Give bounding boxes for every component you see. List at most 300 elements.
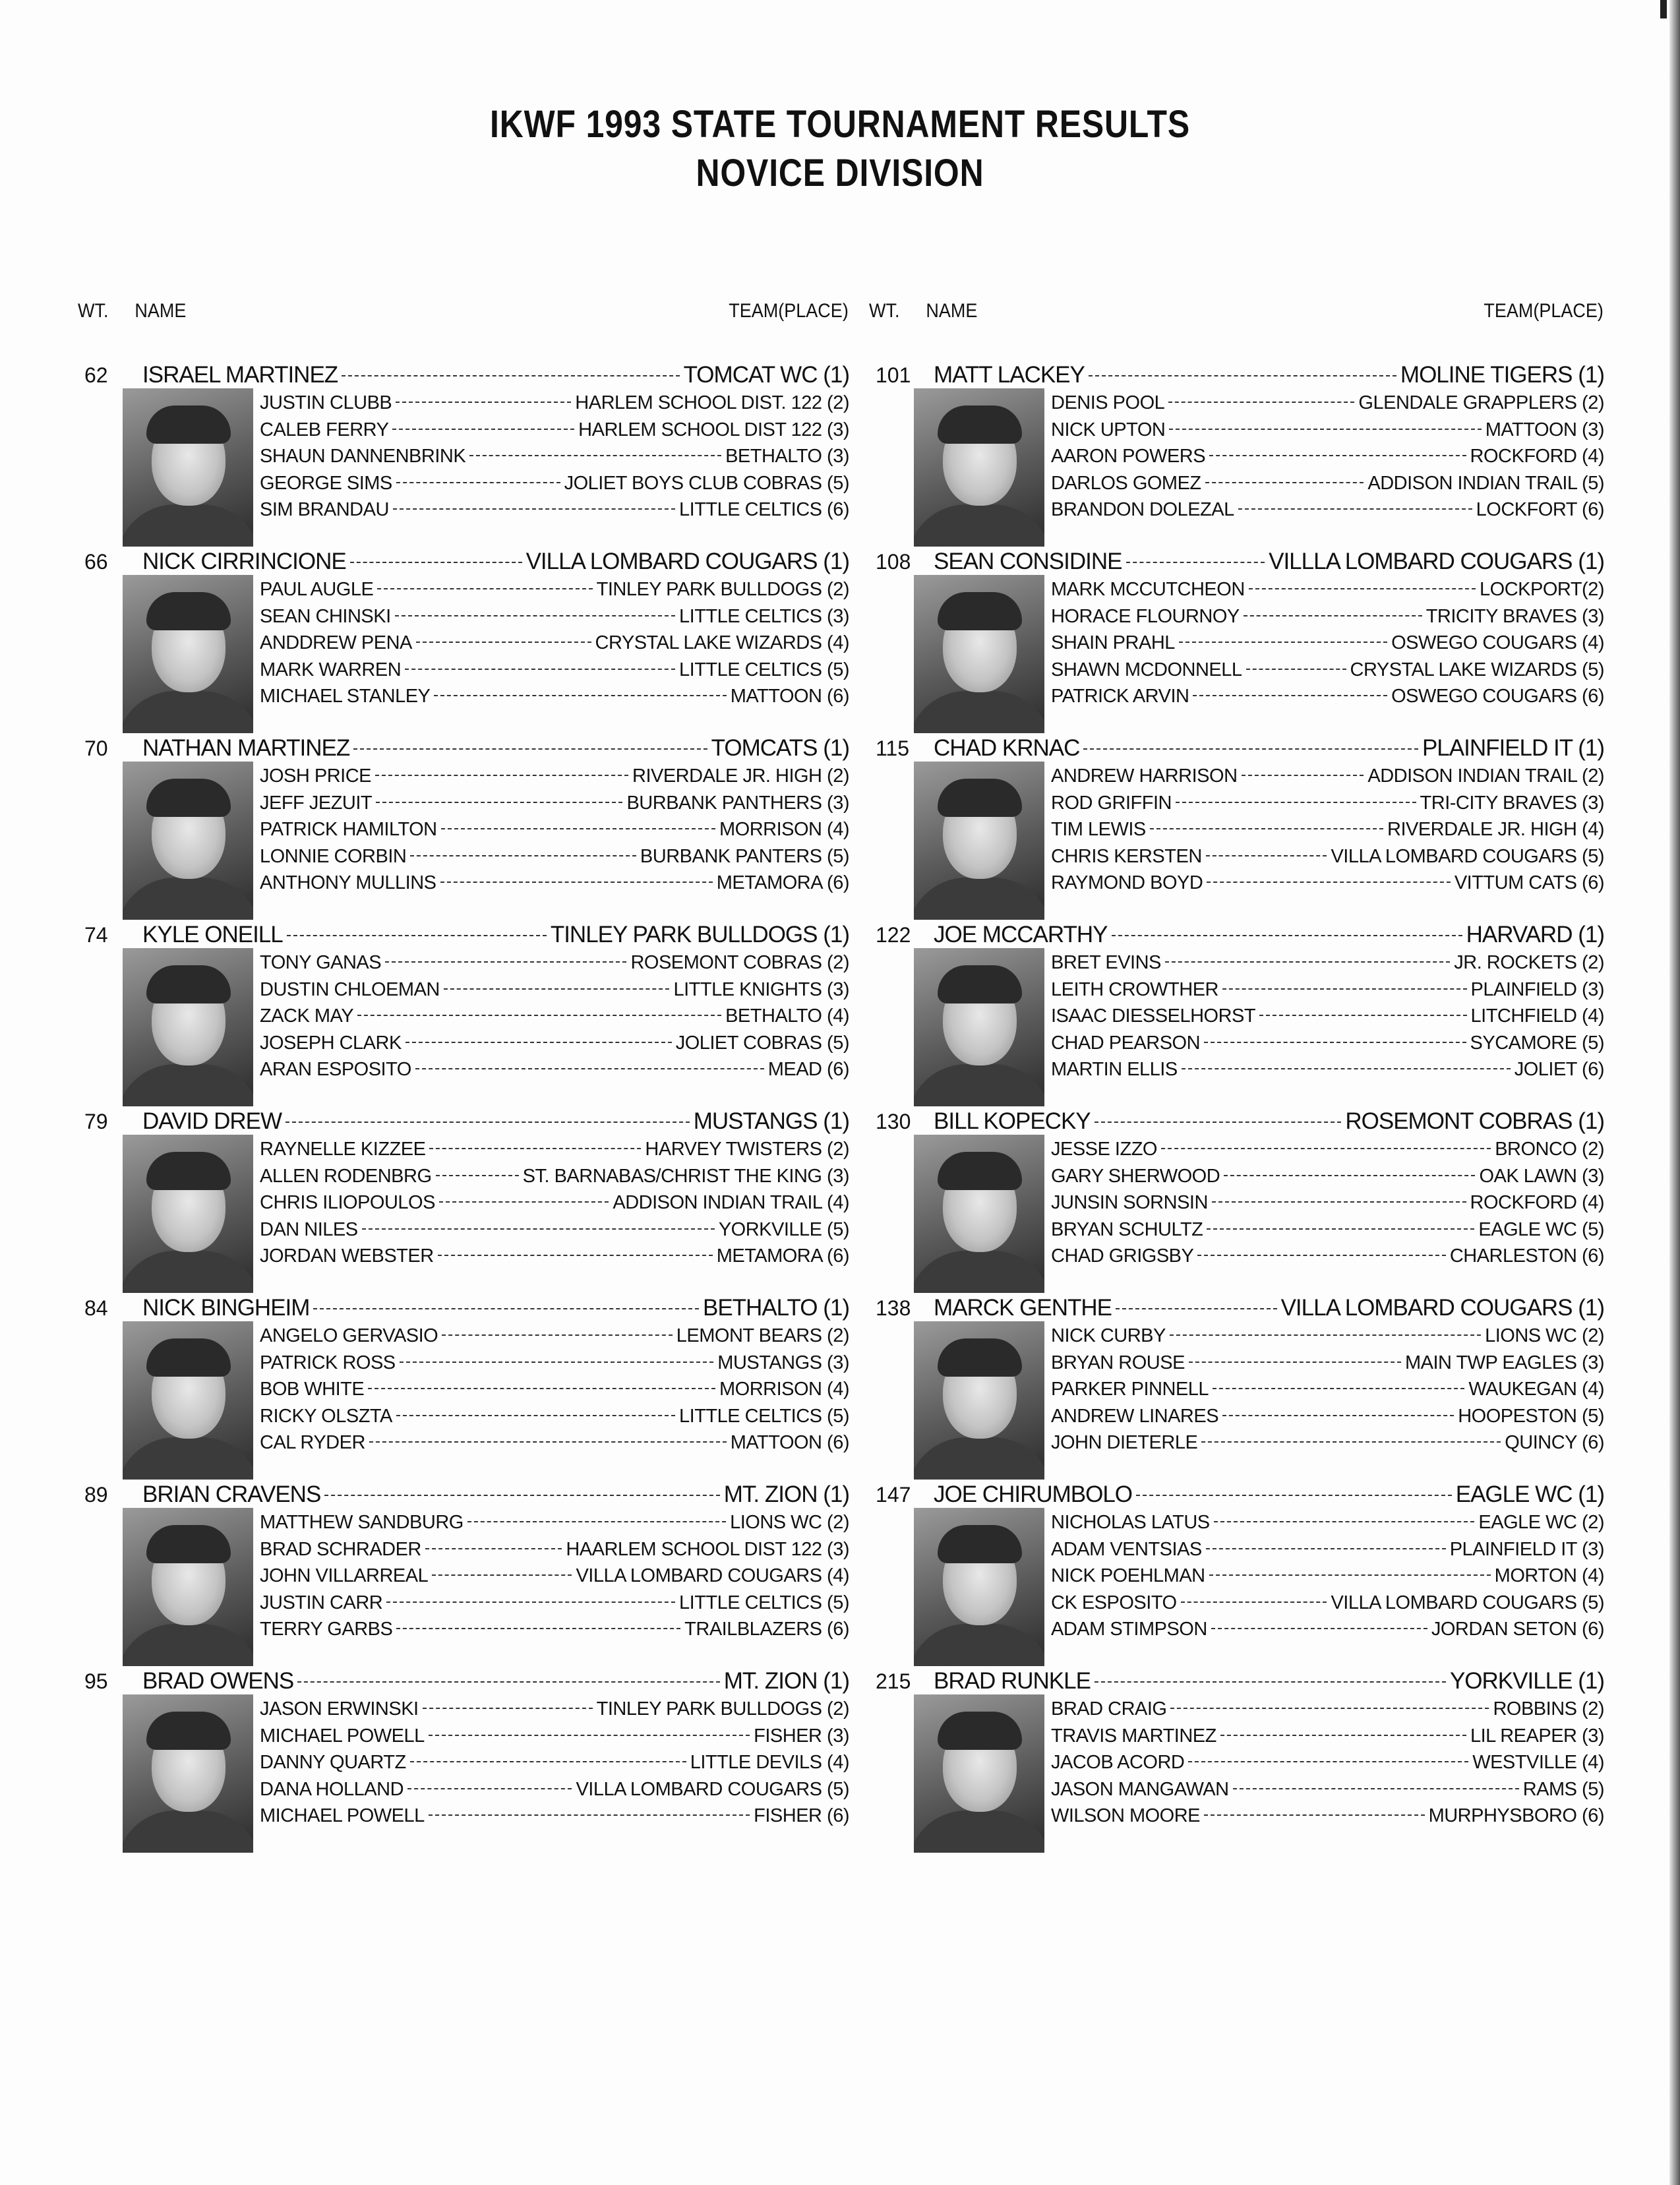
placers-list: [260, 763, 849, 897]
photo-hair: [938, 1152, 1022, 1190]
leader-dots: [1209, 1574, 1491, 1576]
placers-list: [1051, 390, 1604, 524]
placer-team: MEAD (6): [767, 1059, 849, 1080]
leader-dots: [1193, 695, 1387, 696]
placer-row: [260, 1136, 849, 1163]
placer-team: MATTOON (6): [730, 686, 849, 707]
placer-name: MARK MCCUTCHEON: [1051, 579, 1245, 600]
leader-dots: [1169, 429, 1481, 430]
placer-row: [1051, 1536, 1604, 1563]
placer-team: LOCKFORT (6): [1476, 499, 1604, 520]
placers-list: [260, 949, 849, 1083]
placer-row: [260, 1323, 849, 1350]
placer-name: ADAM VENTSIAS: [1051, 1538, 1202, 1560]
placer-name: MARK WARREN: [260, 659, 402, 680]
leader-dots: [1116, 1308, 1277, 1309]
results-column-right: [869, 300, 1604, 1826]
placer-row: [260, 1616, 849, 1643]
placer-team: PLAINFIELD IT (3): [1449, 1538, 1604, 1560]
placer-team: ADDISON INDIAN TRAIL (4): [613, 1192, 849, 1213]
champion-name: DAVID DREW: [142, 1108, 282, 1134]
leader-dots: [1206, 855, 1327, 856]
placer-name: JOHN DIETERLE: [1051, 1432, 1198, 1453]
weight-class: 89: [84, 1483, 108, 1507]
placer-row: [260, 390, 849, 417]
placer-name: BRYAN ROUSE: [1051, 1352, 1185, 1373]
placer-name: JOHN VILLARREAL: [260, 1565, 429, 1586]
placer-name: JUSTIN CLUBB: [260, 392, 392, 413]
placer-name: ARAN ESPOSITO: [260, 1059, 411, 1080]
leader-dots: [416, 642, 591, 643]
placer-row: [1051, 1509, 1604, 1536]
placer-row: [260, 576, 849, 603]
placer-row: [1051, 1696, 1604, 1723]
placer-team: LITTLE CELTICS (5): [679, 1405, 849, 1427]
placer-name: JUSTIN CARR: [260, 1592, 383, 1613]
leader-dots: [1204, 1042, 1466, 1043]
header-name: NAME: [135, 300, 187, 322]
leader-dots: [440, 882, 713, 883]
placer-name: LONNIE CORBIN: [260, 845, 407, 867]
weight-class: 79: [84, 1110, 108, 1133]
placer-row: [260, 1189, 849, 1216]
placer-row: [260, 1536, 849, 1563]
placer-team: SYCAMORE (5): [1470, 1032, 1604, 1054]
leader-dots: [469, 455, 721, 456]
placer-row: [1051, 1723, 1604, 1750]
wrestler-photo: [123, 575, 253, 733]
leader-dots: [1249, 588, 1476, 589]
leader-dots: [342, 375, 679, 376]
photo-hair: [938, 965, 1022, 1003]
column-header: [78, 300, 849, 333]
weight-class: 130: [876, 1110, 911, 1133]
leader-dots: [1204, 1814, 1425, 1816]
placer-row: [260, 1429, 849, 1456]
champion-name: MARCK GENTHE: [934, 1295, 1112, 1321]
placer-row: [260, 443, 849, 470]
leader-dots: [285, 1122, 690, 1123]
placer-name: ZACK MAY: [260, 1005, 354, 1027]
placer-row: [1051, 1616, 1604, 1643]
placer-row: [1051, 1243, 1604, 1270]
placer-row: [260, 1350, 849, 1377]
header-team: TEAM(PLACE): [729, 300, 849, 322]
placer-team: VILLA LOMBARD COUGARS (5): [1331, 845, 1604, 867]
champion-team: MOLINE TIGERS (1): [1400, 362, 1604, 388]
placer-team: WESTVILLE (4): [1472, 1752, 1604, 1773]
leader-dots: [423, 1708, 593, 1709]
weight-class: 62: [84, 363, 108, 387]
header-name: NAME: [926, 300, 978, 322]
placer-name: ANDREW HARRISON: [1051, 765, 1238, 787]
leader-dots: [362, 1228, 715, 1230]
placer-name: CHAD GRIGSBY: [1051, 1245, 1194, 1267]
leader-dots: [441, 828, 715, 829]
leader-dots: [407, 1788, 572, 1789]
weight-class-block: [78, 1110, 849, 1294]
placer-team: CHARLESTON (6): [1449, 1245, 1604, 1267]
leader-dots: [1197, 1255, 1445, 1256]
placer-row: [260, 1163, 849, 1190]
champion-team: ROSEMONT COBRAS (1): [1345, 1108, 1604, 1134]
placer-row: [1051, 1003, 1604, 1030]
leader-dots: [1233, 1788, 1519, 1789]
placer-name: RAYMOND BOYD: [1051, 872, 1203, 893]
placer-row: [260, 1003, 849, 1030]
placer-name: ISAAC DIESSELHORST: [1051, 1005, 1256, 1027]
placer-team: HAARLEM SCHOOL DIST 122 (3): [566, 1538, 849, 1560]
leader-dots: [1214, 1521, 1475, 1522]
placer-team: LITTLE CELTICS (5): [679, 659, 849, 680]
champion-team: TOMCAT WC (1): [683, 362, 849, 388]
placer-name: CAL RYDER: [260, 1432, 365, 1453]
placer-name: PATRICK HAMILTON: [260, 819, 437, 840]
placer-name: RAYNELLE KIZZEE: [260, 1139, 426, 1160]
placer-team: ROCKFORD (4): [1470, 446, 1604, 467]
placer-team: JORDAN SETON (6): [1431, 1619, 1604, 1640]
placer-name: JASON ERWINSKI: [260, 1698, 419, 1720]
leader-dots: [1168, 402, 1354, 403]
champion-row: [934, 1295, 1604, 1321]
leader-dots: [1182, 1068, 1511, 1069]
placer-team: METAMORA (6): [716, 1245, 849, 1267]
champion-row: [934, 549, 1604, 575]
placer-name: BRAD SCHRADER: [260, 1538, 421, 1560]
wrestler-photo: [914, 1321, 1044, 1480]
champion-name: BILL KOPECKY: [934, 1108, 1091, 1134]
placer-name: ANDDREW PENA: [260, 632, 412, 653]
placer-name: CHAD PEARSON: [1051, 1032, 1201, 1054]
placer-name: LEITH CROWTHER: [1051, 978, 1218, 1000]
placer-row: [1051, 1776, 1604, 1803]
champion-row: [142, 735, 849, 762]
photo-hair: [938, 405, 1022, 444]
placer-row: [260, 816, 849, 843]
placer-name: MICHAEL STANLEY: [260, 686, 431, 707]
weight-class-block: [78, 736, 849, 921]
placer-row: [1051, 603, 1604, 630]
placer-team: LITTLE CELTICS (6): [679, 499, 849, 520]
leader-dots: [353, 748, 707, 750]
placer-name: ANDREW LINARES: [1051, 1405, 1219, 1427]
leader-dots: [429, 1148, 641, 1149]
wrestler-photo: [123, 1135, 253, 1293]
placer-team: OSWEGO COUGARS (6): [1391, 686, 1604, 707]
placer-team: MATTOON (6): [730, 1432, 849, 1453]
champion-name: NICK CIRRINCIONE: [142, 549, 346, 574]
leader-dots: [1209, 455, 1466, 456]
champion-name: BRAD RUNKLE: [934, 1668, 1091, 1694]
leader-dots: [287, 935, 547, 936]
weight-class-block: [869, 1483, 1604, 1667]
placer-team: TINLEY PARK BULLDOGS (2): [596, 1698, 849, 1720]
leader-dots: [429, 1735, 750, 1736]
placer-name: BRAD CRAIG: [1051, 1698, 1167, 1720]
placer-name: ROD GRIFFIN: [1051, 792, 1172, 814]
weight-class-block: [869, 1110, 1604, 1294]
champion-row: [934, 1482, 1604, 1508]
placer-row: [260, 1590, 849, 1617]
leader-dots: [1112, 935, 1462, 936]
placer-row: [1051, 976, 1604, 1003]
leader-dots: [410, 855, 636, 856]
placer-row: [260, 1723, 849, 1750]
placer-name: JEFF JEZUIT: [260, 792, 373, 814]
weight-class-block: [869, 1296, 1604, 1481]
leader-dots: [1181, 1601, 1327, 1603]
placer-team: MORRISON (4): [719, 819, 849, 840]
leader-dots: [1242, 775, 1364, 776]
weight-class-block: [869, 923, 1604, 1108]
leader-dots: [405, 669, 675, 670]
placer-row: [1051, 417, 1604, 444]
leader-dots: [432, 1574, 572, 1576]
leader-dots: [386, 1601, 675, 1603]
placers-list: [1051, 763, 1604, 897]
placer-row: [1051, 576, 1604, 603]
placer-name: BRYAN SCHULTZ: [1051, 1218, 1203, 1240]
placer-name: TIM LEWIS: [1051, 819, 1146, 840]
wrestler-photo: [914, 1508, 1044, 1666]
leader-dots: [1126, 562, 1265, 563]
placer-row: [260, 603, 849, 630]
placer-row: [260, 1509, 849, 1536]
placer-row: [1051, 949, 1604, 976]
placer-row: [260, 470, 849, 497]
champion-team: YORKVILLE (1): [1449, 1668, 1604, 1694]
placer-row: [1051, 443, 1604, 470]
weight-class-block: [78, 1296, 849, 1481]
leader-dots: [1165, 961, 1450, 963]
placer-team: JR. ROCKETS (2): [1454, 952, 1604, 973]
placer-row: [1051, 1590, 1604, 1617]
leader-dots: [1220, 1735, 1466, 1736]
leader-dots: [1212, 1201, 1466, 1203]
placer-row: [1051, 470, 1604, 497]
weight-class: 138: [876, 1296, 911, 1320]
leader-dots: [1176, 802, 1416, 803]
placer-name: DANNY QUARTZ: [260, 1752, 406, 1773]
leader-dots: [324, 1495, 719, 1496]
placer-name: JESSE IZZO: [1051, 1139, 1157, 1160]
leader-dots: [1170, 1708, 1489, 1709]
placer-name: PATRICK ROSS: [260, 1352, 396, 1373]
weight-class: 215: [876, 1669, 911, 1693]
placer-row: [1051, 1163, 1604, 1190]
placer-name: CK ESPOSITO: [1051, 1592, 1177, 1613]
placer-name: WILSON MOORE: [1051, 1805, 1201, 1826]
placer-team: HARVEY TWISTERS (2): [645, 1139, 849, 1160]
weight-class: 95: [84, 1669, 108, 1693]
champion-team: MUSTANGS (1): [693, 1108, 849, 1134]
champion-row: [934, 1668, 1604, 1694]
placer-team: LIONS WC (2): [730, 1512, 849, 1533]
placer-team: CRYSTAL LAKE WIZARDS (5): [1350, 659, 1604, 680]
placer-row: [1051, 683, 1604, 710]
champion-row: [142, 362, 849, 388]
placer-team: VITTUM CATS (6): [1454, 872, 1604, 893]
placer-team: LITTLE DEVILS (4): [690, 1752, 849, 1773]
leader-dots: [1222, 988, 1467, 990]
weight-class: 66: [84, 550, 108, 574]
placer-team: TRAILBLAZERS (6): [684, 1619, 849, 1640]
weight-class-block: [78, 363, 849, 548]
photo-hair: [938, 1338, 1022, 1377]
placer-name: BRET EVINS: [1051, 952, 1161, 973]
photo-hair: [146, 965, 231, 1003]
champion-row: [934, 735, 1604, 762]
champion-row: [142, 1482, 849, 1508]
wrestler-photo: [123, 388, 253, 547]
champion-row: [142, 922, 849, 948]
leader-dots: [405, 1042, 672, 1043]
photo-hair: [938, 1712, 1022, 1750]
placer-team: JOLIET BOYS CLUB COBRAS (5): [564, 472, 849, 494]
placer-name: BRANDON DOLEZAL: [1051, 499, 1234, 520]
leader-dots: [375, 775, 628, 776]
placer-row: [1051, 1216, 1604, 1243]
placers-list: [260, 576, 849, 710]
wrestler-photo: [914, 948, 1044, 1106]
placer-team: BETHALTO (3): [725, 446, 849, 467]
placer-name: TERRY GARBS: [260, 1619, 393, 1640]
leader-dots: [1189, 1362, 1401, 1363]
placer-row: [260, 417, 849, 444]
placer-team: LIONS WC (2): [1485, 1325, 1604, 1346]
placer-team: MURPHYSBORO (6): [1428, 1805, 1604, 1826]
leader-dots: [369, 1441, 727, 1443]
leader-dots: [377, 588, 592, 589]
weight-class-block: [78, 1669, 849, 1854]
leader-dots: [357, 1015, 721, 1016]
header-weight: WT.: [78, 300, 109, 322]
placer-row: [260, 1563, 849, 1590]
leader-dots: [376, 802, 622, 803]
placers-list: [260, 1509, 849, 1643]
placer-team: HARLEM SCHOOL DIST 122 (3): [578, 419, 849, 440]
champion-row: [934, 1108, 1604, 1135]
placer-row: [260, 630, 849, 657]
leader-dots: [1089, 375, 1396, 376]
champion-team: TINLEY PARK BULLDOGS (1): [550, 922, 849, 947]
placer-row: [1051, 1403, 1604, 1430]
champion-row: [142, 1668, 849, 1694]
leader-dots: [1201, 1441, 1501, 1443]
leader-dots: [467, 1521, 726, 1522]
placer-name: DANA HOLLAND: [260, 1778, 404, 1800]
wrestler-photo: [123, 948, 253, 1106]
leader-dots: [1188, 1761, 1468, 1762]
placer-row: [1051, 790, 1604, 817]
header-team: TEAM(PLACE): [1484, 300, 1604, 322]
placer-team: GLENDALE GRAPPLERS (2): [1358, 392, 1604, 413]
champion-name: NATHAN MARTINEZ: [142, 735, 350, 761]
leader-dots: [1207, 1228, 1474, 1230]
placer-row: [1051, 816, 1604, 843]
leader-dots: [1246, 669, 1346, 670]
placer-row: [260, 1056, 849, 1083]
champion-name: JOE CHIRUMBOLO: [934, 1482, 1133, 1507]
leader-dots: [396, 402, 571, 403]
placer-team: MATTOON (3): [1485, 419, 1604, 440]
photo-hair: [146, 1338, 231, 1377]
placer-row: [260, 976, 849, 1003]
leader-dots: [1207, 882, 1450, 883]
leader-dots: [395, 615, 675, 616]
placer-row: [1051, 1803, 1604, 1830]
placer-team: LIL REAPER (3): [1470, 1725, 1604, 1747]
weight-class: 115: [876, 736, 910, 760]
leader-dots: [1213, 1388, 1464, 1389]
wrestler-photo: [123, 1694, 253, 1853]
weight-class: 70: [84, 736, 108, 760]
placers-list: [260, 1696, 849, 1830]
placer-row: [260, 1749, 849, 1776]
photo-hair: [146, 779, 231, 817]
placer-name: CHRIS KERSTEN: [1051, 845, 1202, 867]
photo-hair: [938, 779, 1022, 817]
placer-name: NICK CURBY: [1051, 1325, 1166, 1346]
leader-dots: [410, 1761, 686, 1762]
placer-team: BURBANK PANTERS (5): [640, 845, 849, 867]
placers-list: [1051, 1323, 1604, 1456]
leader-dots: [396, 482, 560, 483]
placer-team: ROSEMONT COBRAS (2): [630, 952, 849, 973]
leader-dots: [313, 1308, 699, 1309]
champion-row: [934, 922, 1604, 948]
placer-team: EAGLE WC (2): [1478, 1512, 1604, 1533]
placer-row: [1051, 496, 1604, 524]
placer-name: PAUL AUGLE: [260, 579, 374, 600]
placer-name: RICKY OLSZTA: [260, 1405, 392, 1427]
leader-dots: [1205, 482, 1364, 483]
wrestler-photo: [914, 762, 1044, 920]
weight-class-block: [869, 736, 1604, 921]
placer-team: LOCKPORT(2): [1480, 579, 1604, 600]
leader-dots: [1150, 828, 1383, 829]
placer-row: [260, 1776, 849, 1803]
weight-class-block: [869, 363, 1604, 548]
placers-list: [260, 390, 849, 524]
placer-team: BURBANK PANTHERS (3): [626, 792, 849, 814]
placer-row: [260, 683, 849, 710]
champion-team: MT. ZION (1): [723, 1482, 849, 1507]
placer-team: VILLA LOMBARD COUGARS (5): [1331, 1592, 1604, 1613]
placer-name: MICHAEL POWELL: [260, 1725, 425, 1747]
placer-team: VILLA LOMBARD COUGARS (4): [576, 1565, 849, 1586]
leader-dots: [400, 1362, 714, 1363]
placer-team: JOLIET (6): [1514, 1059, 1604, 1080]
champion-name: CHAD KRNAC: [934, 735, 1080, 761]
champion-name: ISRAEL MARTINEZ: [142, 362, 338, 388]
weight-class-block: [869, 550, 1604, 734]
placer-name: NICK UPTON: [1051, 419, 1166, 440]
champion-row: [142, 1108, 849, 1135]
leader-dots: [1259, 1015, 1466, 1016]
leader-dots: [429, 1814, 750, 1816]
placer-row: [1051, 1376, 1604, 1403]
placers-list: [1051, 1509, 1604, 1643]
placer-name: TRAVIS MARTINEZ: [1051, 1725, 1216, 1747]
placer-team: YORKVILLE (5): [718, 1218, 849, 1240]
placer-team: VILLA LOMBARD COUGARS (5): [576, 1778, 849, 1800]
placer-team: ADDISON INDIAN TRAIL (2): [1367, 765, 1604, 787]
placer-name: PARKER PINNELL: [1051, 1379, 1209, 1400]
placers-list: [260, 1136, 849, 1270]
placer-team: HOOPESTON (5): [1458, 1405, 1604, 1427]
leader-dots: [1136, 1495, 1452, 1496]
